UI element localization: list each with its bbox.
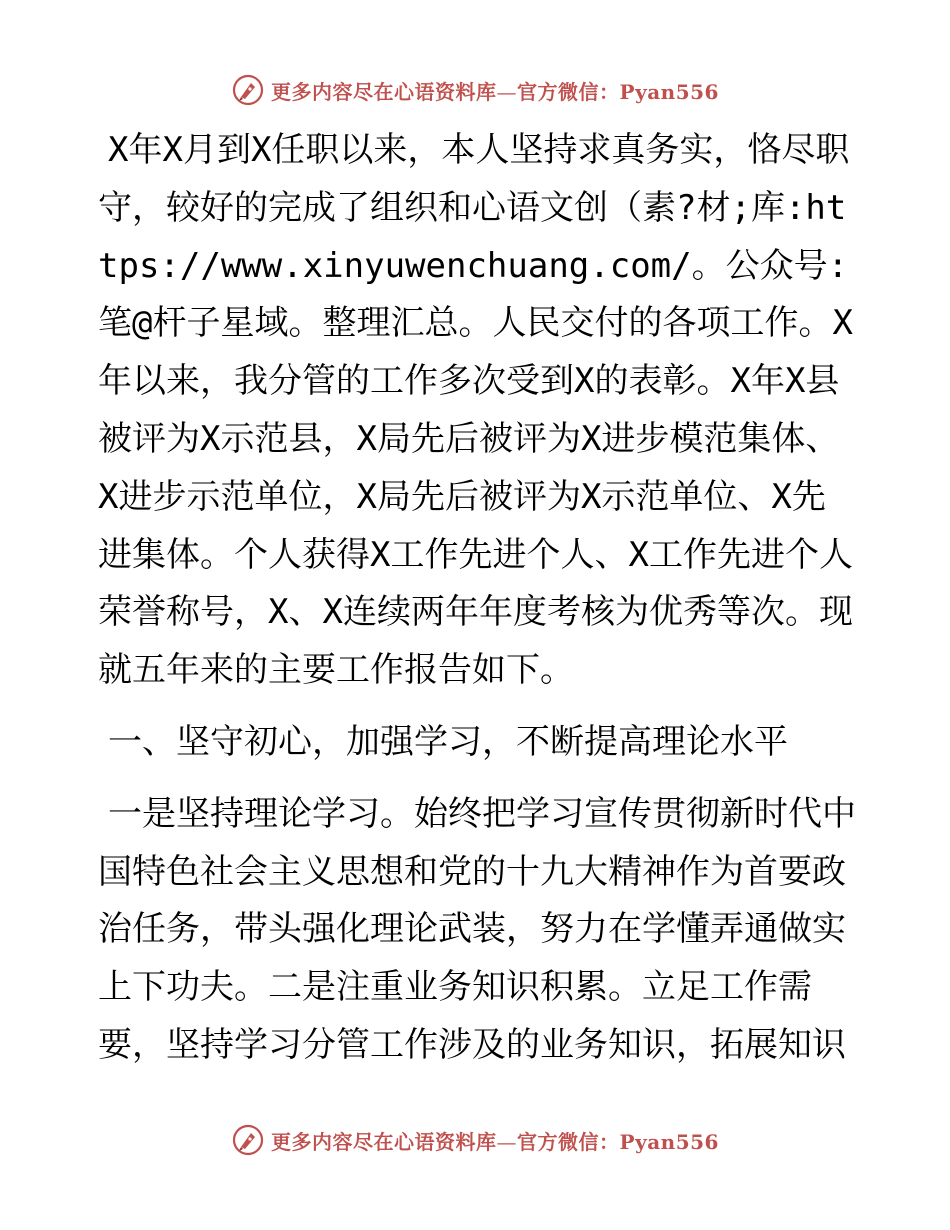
paragraph-intro: X年X月到X任职以来，本人坚持求真务实，恪尽职守，较好的完成了组织和心语文创（素?材;库:https://www.xinyuwenchuang.com/。公众号: 笔@杆子星域。整理汇总。人民交付的各项工作。X年以来，我分管的工作多次受到X的表彰。X年X县被评为X示范县，X局先后被评为X进步模范集体、X进步示范单位，X局先后被评为X示范单位、X先进集体。个人获得X工作先进个人、X工作先进个人荣誉称号，X、X连续两年年度考核为优秀等次。现就五年来的主要工作报告如下。 — [98, 130, 853, 691]
paragraph-study: 一是坚持理论学习。始终把学习宣传贯彻新时代中国特色社会主义思想和党的十九大精神作为首要政治任务，带头强化理论武装，努力在学懂弄通做实上下功夫。二是注重业务知识积累。立足工作需要，坚持学习分管工作涉及的业务知识，拓展知识 — [98, 793, 856, 1065]
pen-nib-logo-icon — [231, 73, 265, 107]
header-banner-separator: — — [496, 79, 518, 104]
footer-banner-separator: — — [496, 1129, 518, 1154]
header-banner — [0, 70, 950, 110]
header-banner-text — [271, 76, 719, 105]
header-banner-wechat-label: 官方微信： — [517, 79, 620, 104]
header-banner-account: Pyan556 — [619, 79, 719, 104]
footer-banner-wechat-label: 官方微信： — [517, 1129, 620, 1154]
pen-nib-logo-icon — [231, 1123, 265, 1157]
header-banner-cn: 更多内容尽在心语资料库 — [271, 79, 497, 104]
document-body — [98, 122, 858, 1075]
footer-banner-cn: 更多内容尽在心语资料库 — [271, 1129, 497, 1154]
footer-banner-account: Pyan556 — [619, 1129, 719, 1154]
section-heading-1: 一、坚守初心，加强学习，不断提高理论水平 — [108, 721, 788, 762]
footer-banner-text — [271, 1126, 719, 1155]
footer-banner — [0, 1120, 950, 1160]
